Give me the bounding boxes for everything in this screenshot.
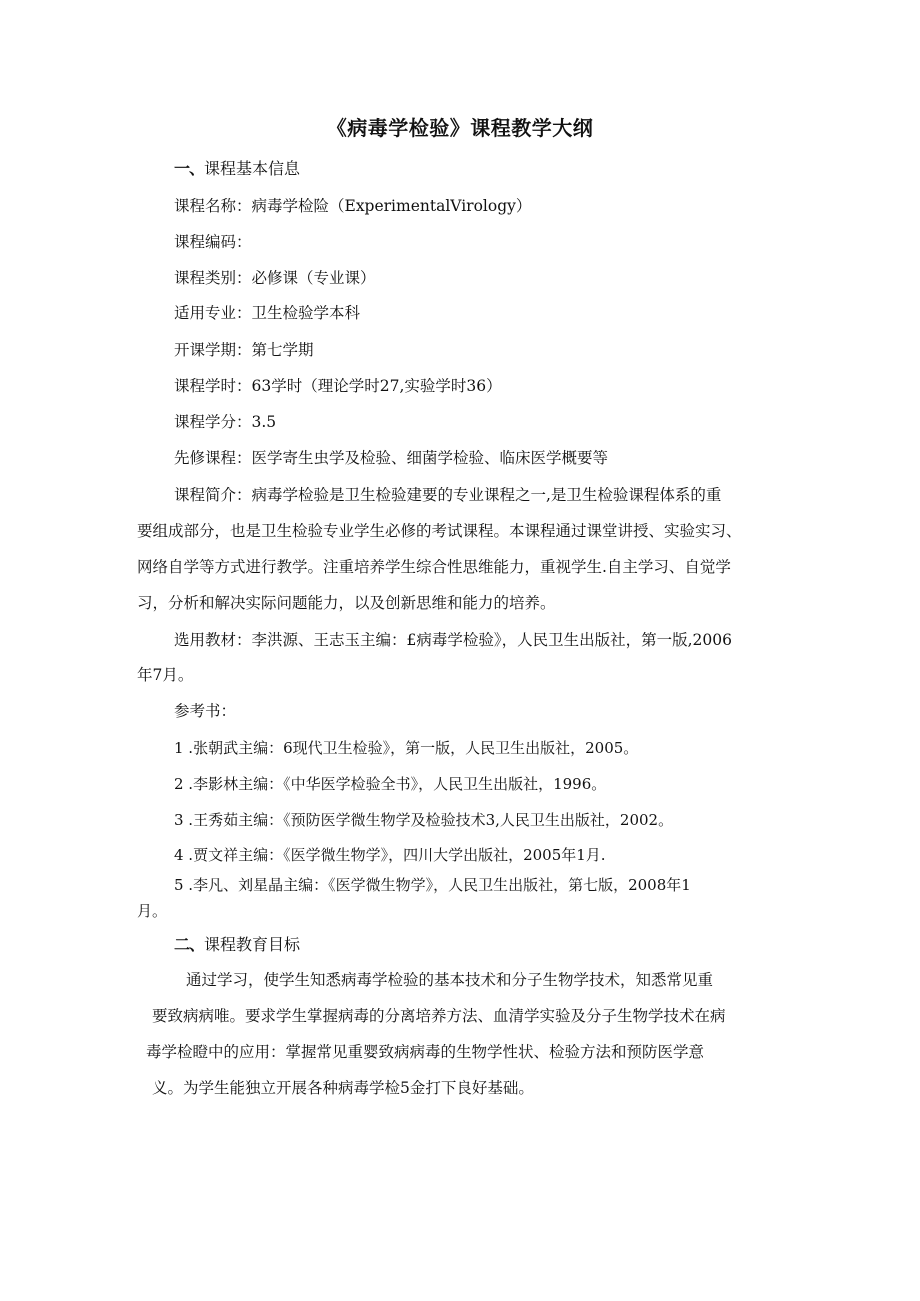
applicable-major: 适用专业：卫生检验学本科	[174, 304, 361, 322]
course-name: 课程名称：病毒学检险（ExperimentalVirology）	[174, 197, 532, 215]
section-1-number: 一、	[174, 159, 205, 178]
course-code: 课程编码：	[174, 233, 252, 251]
reference-item: 4 .贾文祥主编：《医学微生物学》，四川大学出版社，2005年1月.	[174, 846, 606, 864]
objective-line: 毒学检瞪中的应用：掌握常见重婴致病病毒的生物学性状、检验方法和预防医学意	[146, 1043, 705, 1061]
objective-line: 义。为学生能独立开展各种病毒学检5金打下良好基础。	[152, 1079, 534, 1097]
semester: 开课学期：第七学期	[174, 341, 314, 359]
references-label: 参考书：	[174, 702, 237, 720]
objective-line: 要致病病唯。要求学生掌握病毒的分离培养方法、血清学实验及分子生物学技术在病	[152, 1007, 726, 1025]
course-credits: 课程学分：3.5	[174, 413, 277, 431]
course-type: 课程类别：必修课（专业课）	[174, 269, 376, 287]
intro-line: 课程简介：病毒学检验是卫生检验建要的专业课程之一,是卫生检验课程体系的重	[174, 486, 722, 504]
section-1-title: 课程基本信息	[204, 159, 301, 178]
reference-item: 5 .李凡、刘星晶主编：《医学微生物学》，人民卫生出版社，第七版，2008年1	[174, 876, 691, 894]
reference-item: 3 .王秀茹主编：《预防医学微生物学及检验技术3,人民卫生出版社，2002。	[174, 811, 674, 829]
textbook-line: 选用教材：李洪源、王志玉主编：£病毒学检验》，人民卫生出版社，第一版,2006	[174, 631, 732, 649]
prerequisites: 先修课程：医学寄生虫学及检验、细菌学检验、临床医学概要等	[174, 449, 609, 467]
intro-line: 要组成部分，也是卫生检验专业学生必修的考试课程。本课程通过课堂讲授、实验实习、	[137, 522, 742, 540]
section-2-heading	[174, 937, 300, 953]
page-title: 《病毒学检验》课程教学大纲	[326, 116, 594, 140]
intro-line: 网络自学等方式进行教学。注重培养学生综合性思维能力，重视学生.自主学习、自觉学	[137, 558, 731, 576]
reference-item: 1 .张朝武主编：6现代卫生检验》，第一版，人民卫生出版社，2005。	[174, 739, 639, 757]
section-2-number: 二、	[174, 935, 205, 954]
objective-line: 通过学习，使学生知悉病毒学检验的基本技术和分子生物学技术，知悉常见重	[186, 971, 714, 989]
reference-item: 2 .李影林主编：《中华医学检验全书》，人民卫生出版社，1996。	[174, 775, 607, 793]
textbook-line: 年7月。	[137, 666, 194, 684]
course-hours: 课程学时：63学时（理论学时27,实验学时36）	[174, 377, 502, 395]
section-1-heading	[174, 161, 300, 177]
section-2-title: 课程教育目标	[204, 935, 301, 954]
intro-line: 习，分析和解决实际问题能力，以及创新思维和能力的培养。	[137, 594, 556, 612]
reference-item-tail: 月。	[137, 902, 168, 920]
